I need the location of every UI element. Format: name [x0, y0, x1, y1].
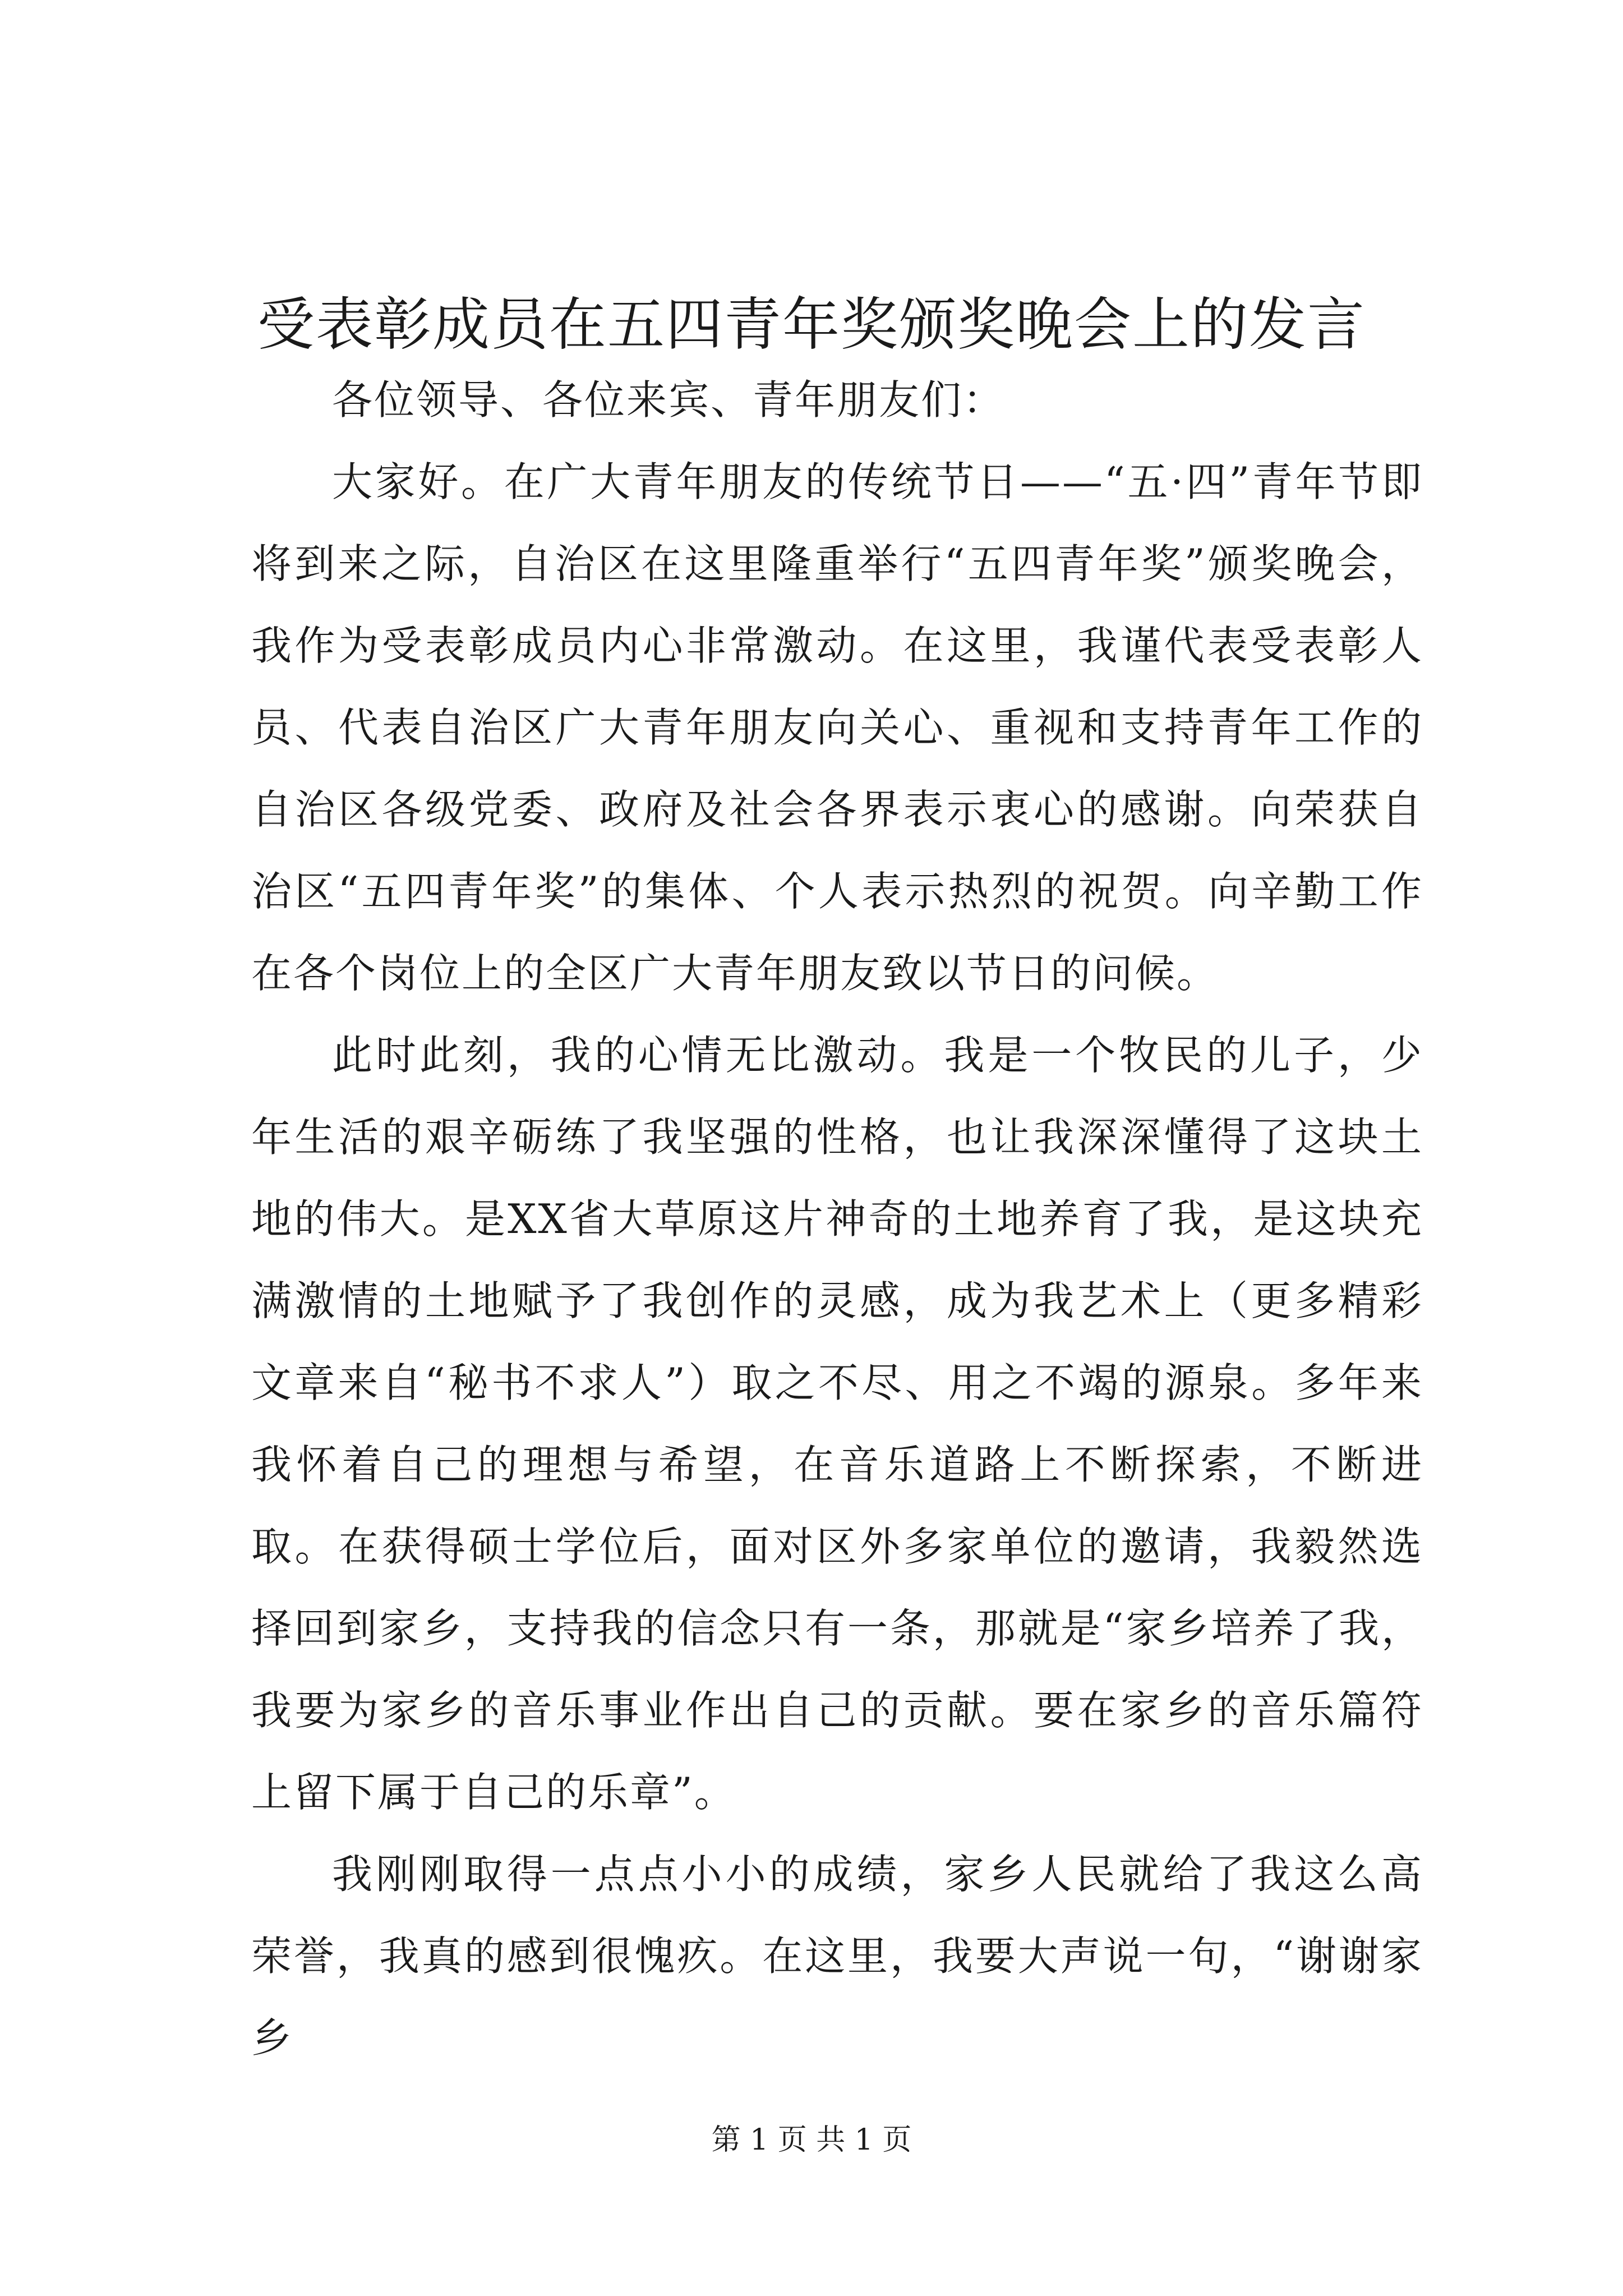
salutation-paragraph: 各位领导、各位来宾、青年朋友们：	[332, 376, 1006, 424]
story-paragraph: 此时此刻，我的心情无比激动。我是一个牧民的儿子，少年生活的艰辛砺练了我坚强的性格，也让我深深懂得了这块土地的伟大。是XX省大草原这片神奇的土地养育了我，是这块充满激情的土地赋予了我创作的灵感，成为我艺术上（更多精彩文章来自“秘书不求人”）取之不尽、用之不竭的源泉。多年来我怀着自己的理想与希望，在音乐道路上不断探索，不断进取。在获得硕士学位后，面对区外多家单位的邀请，我毅然选择回到家乡，支持我的信念只有一条，那就是“家乡培养了我，我要为家乡的音乐事业作出自己的贡献。要在家乡的音乐篇符上留下属于自己的乐章”。	[251, 1032, 1423, 1816]
greeting-paragraph: 大家好。在广大青年朋友的传统节日——“五·四”青年节即将到来之际，自治区在这里隆重举行“五四青年奖”颁奖晚会，我作为受表彰成员内心非常激动。在这里，我谨代表受表彰人员、代表自治区广大青年朋友向关心、重视和支持青年工作的自治区各级党委、政府及社会各界表示衷心的感谢。向荣获自治区“五四青年奖”的集体、个人表示热烈的祝贺。向辛勤工作在各个岗位上的全区广大青年朋友致以节日的问候。	[251, 458, 1423, 997]
document-body	[251, 359, 1423, 2079]
page-number-footer: 第 1 页 共 1 页	[711, 2123, 912, 2157]
thanks-paragraph: 我刚刚取得一点点小小的成绩，家乡人民就给了我这么高荣誉，我真的感到很愧疚。在这里，我要大声说一句，“谢谢家乡	[251, 1851, 1423, 2062]
document-title: 受表彰成员在五四青年奖颁奖晚会上的发言	[257, 292, 1366, 358]
